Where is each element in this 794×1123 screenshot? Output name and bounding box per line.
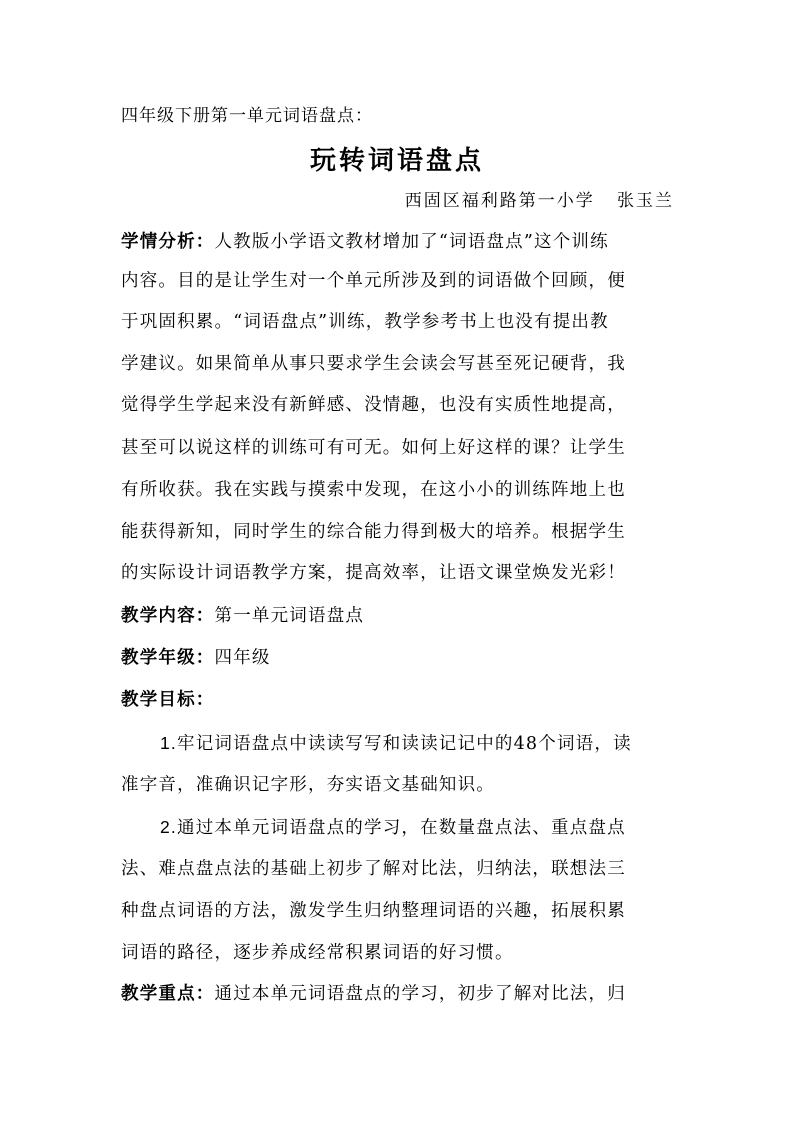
objective-1-line-2: 准字音，准确识记字形，夯实语文基础知识。 xyxy=(121,775,495,795)
analysis-line-2: 内容。目的是让学生对一个单元所涉及到的词语做个回顾，便 xyxy=(121,271,626,291)
objective-1-text: 牢记词语盘点中读读写写和读读记记中的48个词语，读 xyxy=(177,734,632,754)
analysis-line-8: 能获得新知，同时学生的综合能力得到极大的培养。根据学生 xyxy=(121,522,626,542)
objective-2-text: 通过本单元词语盘点的学习，在数量盘点法、重点盘点 xyxy=(177,818,626,838)
objective-1-number: 1. xyxy=(160,733,177,753)
content-label: 教学内容： xyxy=(121,606,215,626)
author-line: 西固区福利路第一小学 张玉兰 xyxy=(404,191,674,211)
content-line xyxy=(121,604,681,628)
grade-label: 教学年级： xyxy=(121,648,215,668)
analysis-line-1 xyxy=(121,230,681,254)
objective-2-line-1 xyxy=(160,815,720,840)
analysis-line-6: 甚至可以说这样的训练可有可无。如何上好这样的课？让学生 xyxy=(121,438,626,458)
grade-line xyxy=(121,646,681,670)
focus-value: 通过本单元词语盘点的学习，初步了解对比法，归 xyxy=(214,984,626,1004)
objectives-label: 教学目标： xyxy=(121,690,215,710)
document-title: 玩转词语盘点 xyxy=(309,146,484,176)
objectives-line xyxy=(121,688,681,712)
analysis-line-5: 觉得学生学起来没有新鲜感、没情趣，也没有实质性地提高， xyxy=(121,395,626,415)
objective-2-line-2: 法、难点盘点法的基础上初步了解对比法，归纳法，联想法三 xyxy=(121,859,626,879)
analysis-text: 人教版小学语文教材增加了“词语盘点”这个训练 xyxy=(214,232,609,252)
analysis-line-4: 学建议。如果简单从事只要求学生会读会写甚至死记硬背，我 xyxy=(121,354,626,374)
grade-value: 四年级 xyxy=(214,648,271,668)
focus-line xyxy=(121,982,681,1006)
document-subtitle: 四年级下册第一单元词语盘点： xyxy=(121,106,373,126)
analysis-line-9: 的实际设计词语教学方案，提高效率，让语文课堂焕发光彩！ xyxy=(121,563,626,583)
objective-2-line-4: 词语的路径，逐步养成经常积累词语的好习惯。 xyxy=(121,943,514,963)
content-value: 第一单元词语盘点 xyxy=(214,606,365,626)
analysis-line-3: 于巩固积累。“词语盘点”训练，教学参考书上也没有提出教 xyxy=(121,312,609,332)
analysis-label: 学情分析： xyxy=(121,232,215,252)
objective-2-line-3: 种盘点词语的方法，激发学生归纳整理词语的兴趣，拓展积累 xyxy=(121,901,626,921)
analysis-line-7: 有所收获。我在实践与摸索中发现，在这小小的训练阵地上也 xyxy=(121,480,626,500)
objective-2-number: 2. xyxy=(160,817,177,837)
objective-1-line-1 xyxy=(160,731,720,756)
focus-label: 教学重点： xyxy=(121,984,215,1004)
